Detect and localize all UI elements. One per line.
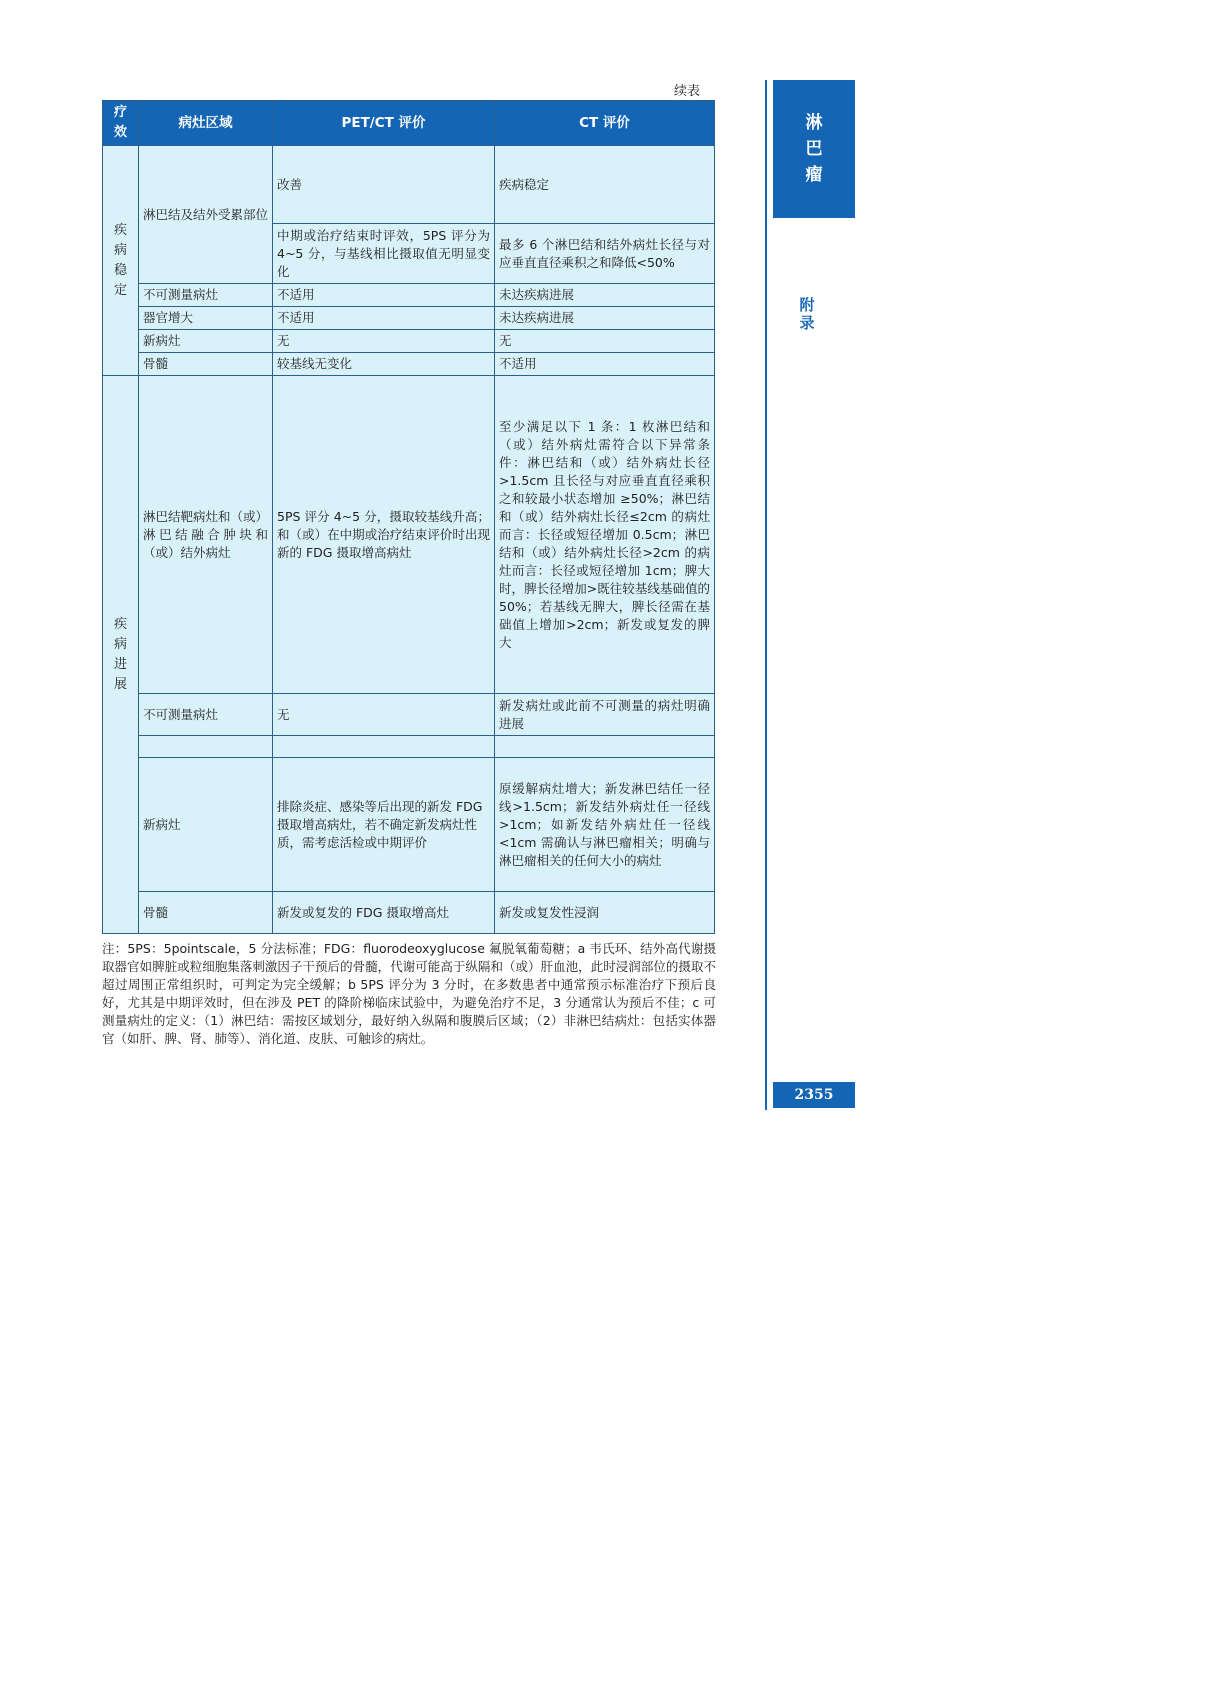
- header-efficacy: 疗效: [103, 101, 139, 146]
- response-criteria-table: [102, 100, 715, 934]
- table-cell: 不适用: [495, 353, 715, 376]
- table-row: [103, 146, 715, 224]
- table-cell: 无: [495, 330, 715, 353]
- group-label-progression: 疾病进展: [103, 376, 139, 934]
- table-cell: 骨髓: [139, 353, 273, 376]
- table-cell: 不可测量病灶: [139, 284, 273, 307]
- table-header-row: [103, 101, 715, 146]
- table-cell: 淋巴结靶病灶和（或）淋巴结融合肿块和（或）结外病灶: [139, 376, 273, 694]
- table-row: [103, 892, 715, 934]
- table-row: [103, 694, 715, 736]
- table-cell: [139, 736, 273, 758]
- table-row: [103, 736, 715, 758]
- table-row: [103, 307, 715, 330]
- page-number: 2355: [773, 1082, 855, 1108]
- table-cell: 排除炎症、感染等后出现的新发 FDG 摄取增高病灶，若不确定新发病灶性质，需考虑活检或中期评价: [273, 758, 495, 892]
- table-row: [103, 376, 715, 694]
- group-label-stable: 疾病稳定: [103, 146, 139, 376]
- table-cell: 原缓解病灶增大；新发淋巴结任一径线>1.5cm；新发结外病灶任一径线>1cm；如新发结外病灶任一径线<1cm 需确认与淋巴瘤相关；明确与淋巴瘤相关的任何大小的病灶: [495, 758, 715, 892]
- table-cell: 最多 6 个淋巴结和结外病灶长径与对应垂直直径乘积之和降低<50%: [495, 224, 715, 284]
- table-cell: 无: [273, 694, 495, 736]
- chapter-tab: [773, 80, 855, 218]
- table-cell: 新发病灶或此前不可测量的病灶明确进展: [495, 694, 715, 736]
- table-cell: 新病灶: [139, 330, 273, 353]
- table-cell: 不适用: [273, 284, 495, 307]
- table-row: [103, 330, 715, 353]
- table-cell: 未达疾病进展: [495, 284, 715, 307]
- table-row: [103, 353, 715, 376]
- table-cell: [273, 736, 495, 758]
- header-petct: PET/CT 评价: [273, 101, 495, 146]
- table-cell: 新病灶: [139, 758, 273, 892]
- table-cell: 不适用: [273, 307, 495, 330]
- chapter-tab-label: 淋巴瘤: [805, 113, 823, 185]
- table-cell: 骨髓: [139, 892, 273, 934]
- table-cell: 不可测量病灶: [139, 694, 273, 736]
- table-cell: [495, 736, 715, 758]
- table-row: [103, 284, 715, 307]
- table-row: [103, 758, 715, 892]
- header-lesion-area: 病灶区域: [139, 101, 273, 146]
- margin-divider: [765, 80, 767, 1110]
- table-cell: 较基线无变化: [273, 353, 495, 376]
- table-cell: 无: [273, 330, 495, 353]
- table-cell: 淋巴结及结外受累部位: [139, 146, 273, 284]
- table-cell: 疾病稳定: [495, 146, 715, 224]
- header-ct: CT 评价: [495, 101, 715, 146]
- appendix-label: 附录: [799, 296, 815, 332]
- table-cell: 未达疾病进展: [495, 307, 715, 330]
- table-cell: 新发或复发的 FDG 摄取增高灶: [273, 892, 495, 934]
- table-cell: 中期或治疗结束时评效，5PS 评分为 4~5 分，与基线相比摄取值无明显变化: [273, 224, 495, 284]
- table-footnote: 注：5PS：5pointscale，5 分法标准；FDG：fluorodeoxyglucose 氟脱氧葡萄糖；a 韦氏环、结外高代谢摄取器官如脾脏或粒细胞集落刺激因子干预后的骨髓，代谢可能高于纵隔和（或）肝血池，此时浸润部位的摄取不超过周围正常组织时，可判定为完全缓解；b 5PS 评分为 3 分时，在多数患者中通常预示标准治疗下预后良好，尤其是中期评效时，但在涉及 PET 的降阶梯临床试验中，为避免治疗不足，3 分通常认为预后不佳；c 可测量病灶的定义：（1）淋巴结：需按区域划分，最好纳入纵隔和腹膜后区域；（2）非淋巴结病灶：包括实体器官（如肝、脾、肾、肺等）、消化道、皮肤、可触诊的病灶。: [102, 941, 716, 1046]
- table-cell: 至少满足以下 1 条：1 枚淋巴结和（或）结外病灶需符合以下异常条件：淋巴结和（或）结外病灶长径>1.5cm 且长径与对应垂直直径乘积之和较最小状态增加 ≥50%；淋巴结和（或）结外病灶长径≤2cm 的病灶而言：长径或短径增加 0.5cm；淋巴结和（或）结外病灶长径>2cm 的病灶而言：长径或短径增加 1cm；脾大时，脾长径增加>既往较基线基础值的 50%；若基线无脾大，脾长径需在基础值上增加>2cm；新发或复发的脾大: [495, 376, 715, 694]
- table-cell: 器官增大: [139, 307, 273, 330]
- table-cell: 5PS 评分 4~5 分，摄取较基线升高；和（或）在中期或治疗结束评价时出现新的 FDG 摄取增高病灶: [273, 376, 495, 694]
- table-cell: 新发或复发性浸润: [495, 892, 715, 934]
- table-cell: 改善: [273, 146, 495, 224]
- continued-label: 续表: [673, 84, 700, 99]
